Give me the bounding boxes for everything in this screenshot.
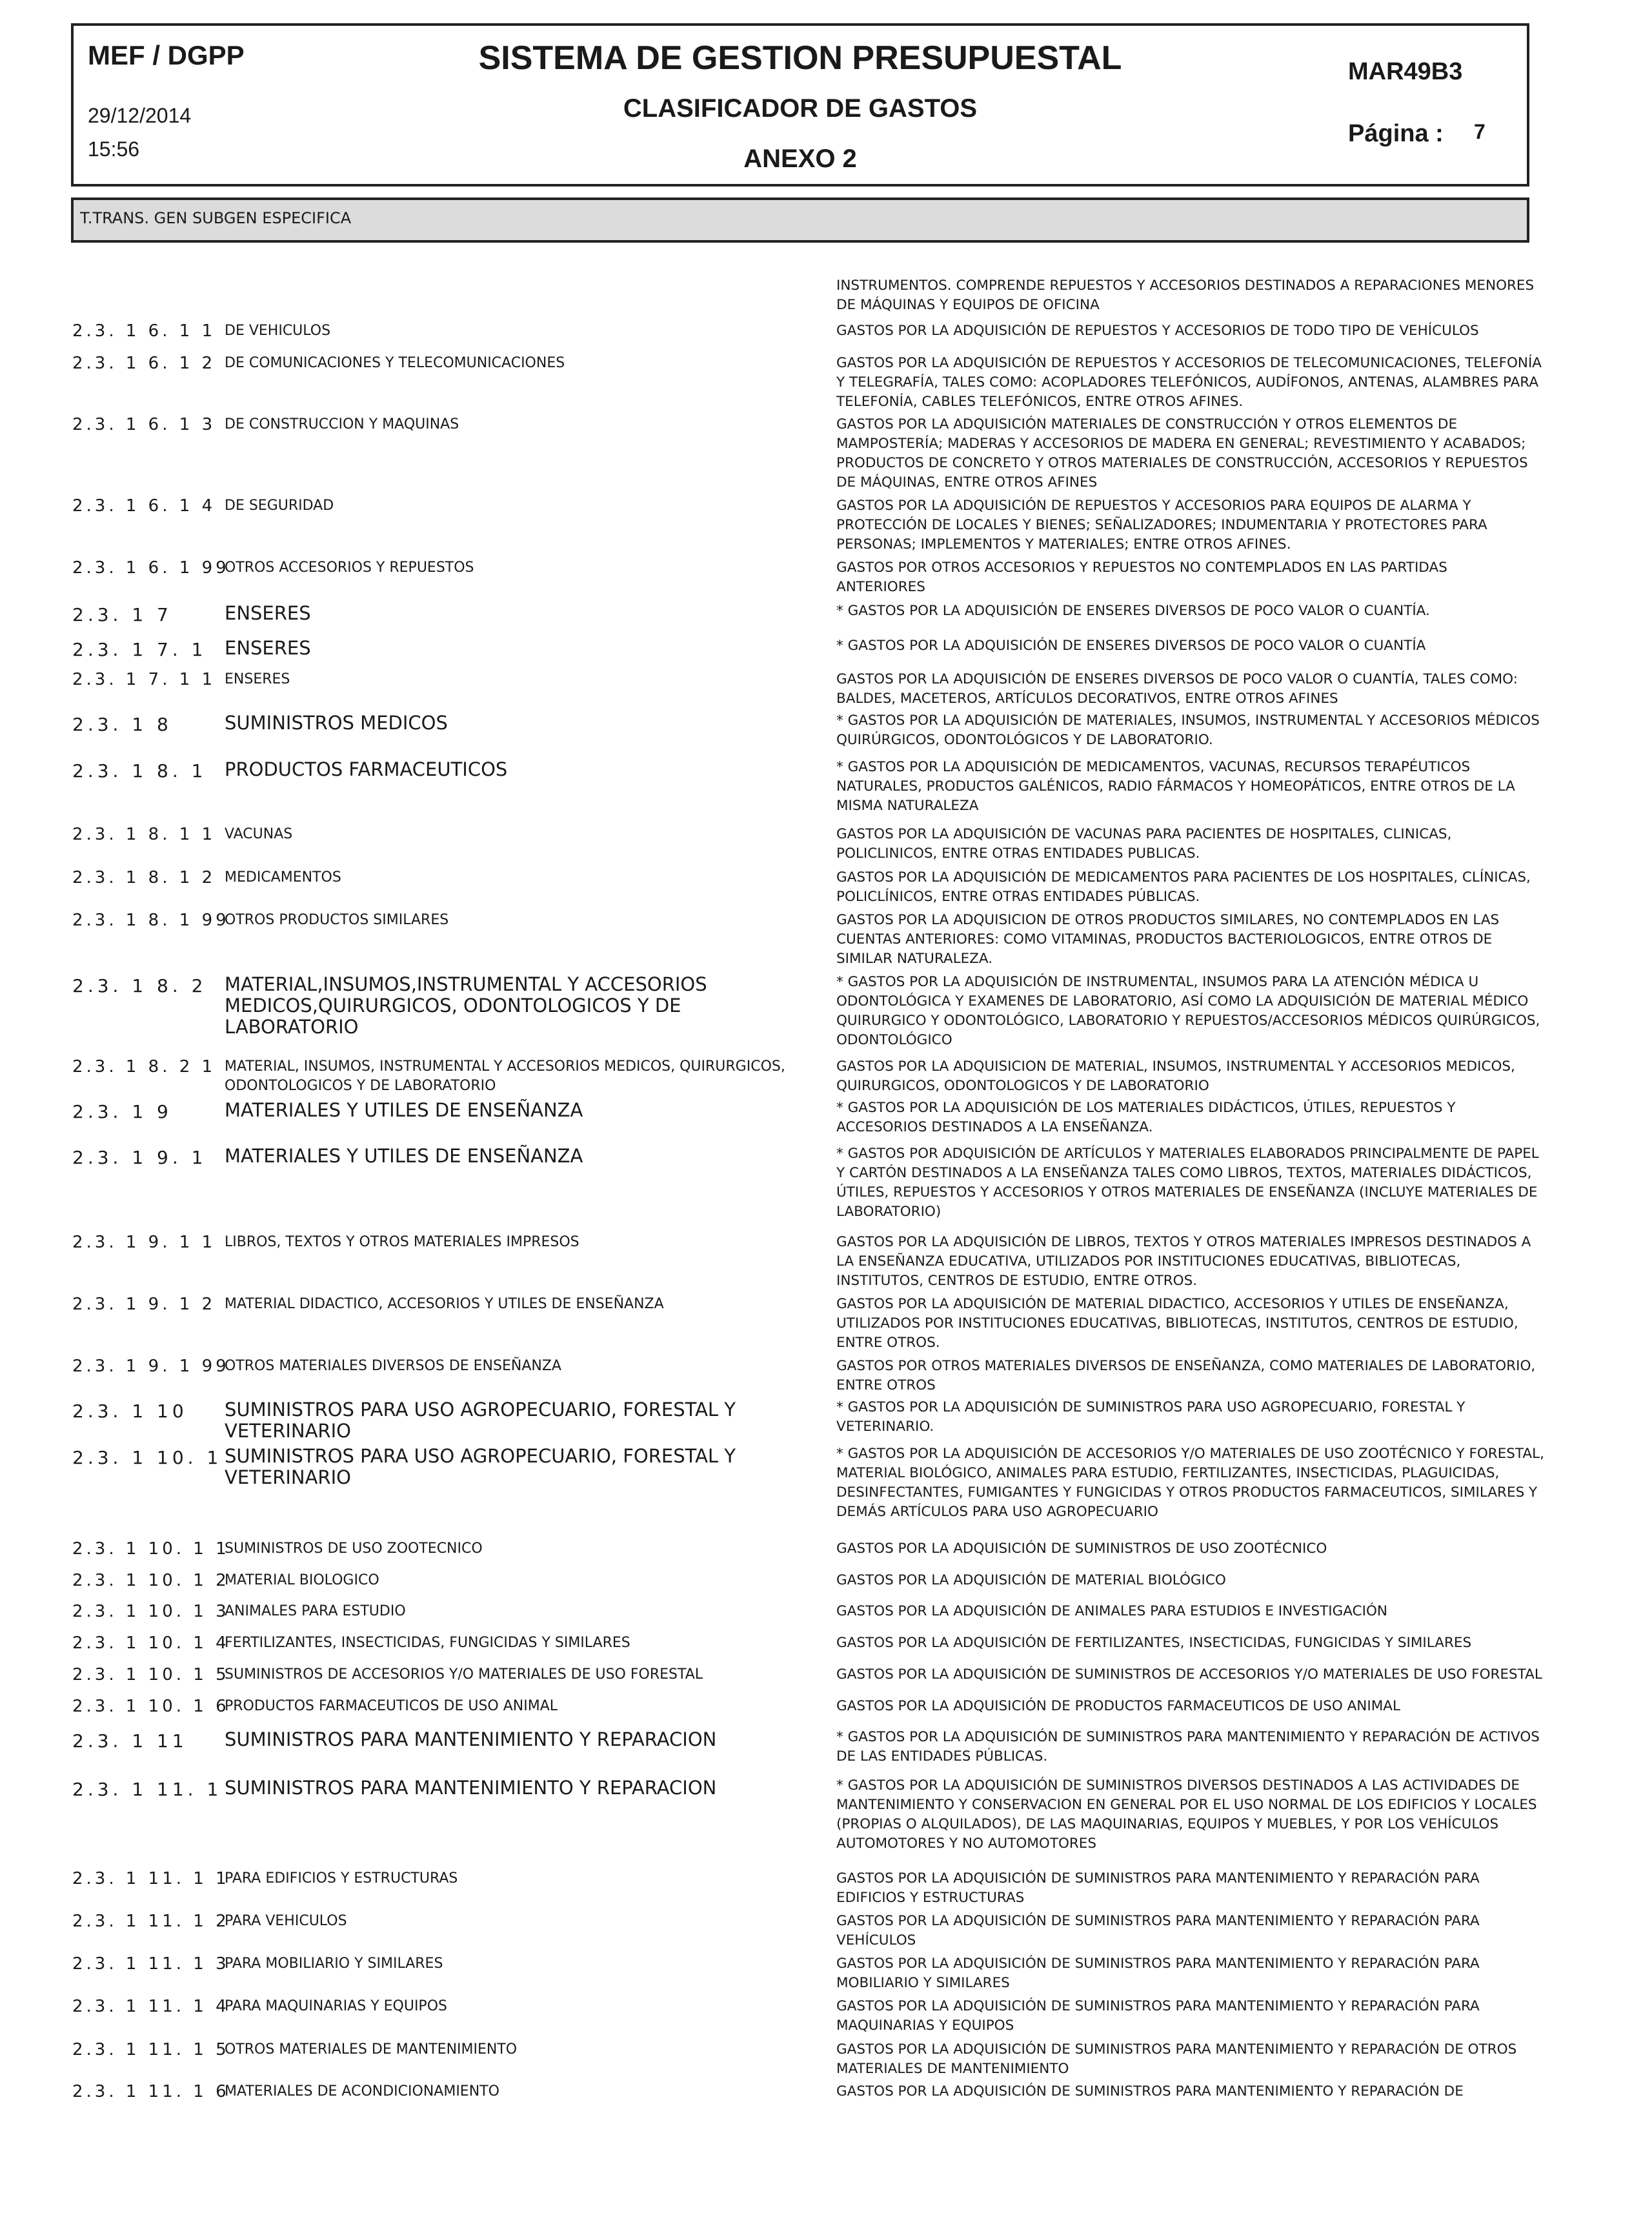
classifier-name: MATERIAL,INSUMOS,INSTRUMENTAL Y ACCESORIOS MEDICOS,QUIRURGICOS, ODONTOLOGICOS Y DE LABORATORIO: [225, 973, 707, 1038]
classifier-description: GASTOS POR LA ADQUISICIÓN DE MEDICAMENTOS PARA PACIENTES DE LOS HOSPITALES, CLÍNICAS, POLICLÍNICOS, ENTRE OTRAS ENTIDADES PÚBLICAS.: [836, 869, 1531, 905]
classifier-description: * GASTOS POR LA ADQUISICIÓN DE MEDICAMENTOS, VACUNAS, RECURSOS TERAPÉUTICOS NATURALES, PRODUCTOS GALÉNICOS, RADIO FÁRMACOS Y HOMEOPÁTICOS, ENTRE OTROS DE LA MISMA NATURALEZA: [836, 759, 1515, 814]
classifier-name: VACUNAS: [225, 826, 293, 842]
classifier-description: GASTOS POR LA ADQUISICIÓN DE MATERIAL DIDACTICO, ACCESORIOS Y UTILES DE ENSEÑANZA, UTILIZADOS POR INSTITUCIONES EDUCATIVAS, BIBLIOTECAS, INSTITUTOS, CENTROS DE ESTUDIO, ENTRE OTROS.: [836, 1296, 1518, 1351]
classifier-description: GASTOS POR LA ADQUISICIÓN DE SUMINISTROS PARA MANTENIMIENTO Y REPARACIÓN PARA MOBILIARIO Y SIMILARES: [836, 1956, 1480, 1991]
classifier-name: MATERIAL, INSUMOS, INSTRUMENTAL Y ACCESORIOS MEDICOS, QUIRURGICOS, ODONTOLOGICOS Y DE LABORATORIO: [225, 1058, 785, 1094]
classifier-code: 2.3. 1 8. 1 2: [72, 868, 216, 887]
classifier-code: 2.3. 1 10. 1 4: [72, 1633, 230, 1653]
classifier-description: GASTOS POR LA ADQUISICIÓN DE REPUESTOS Y ACCESORIOS PARA EQUIPOS DE ALARMA Y PROTECCIÓN DE LOCALES Y BIENES; SEÑALIZADORES; INDUMENTARIA Y PROTECTORES PARA PERSONAS; IMPLEMENTOS Y MATERIALES; ENTRE OTROS AFINES.: [836, 498, 1487, 552]
classifier-name: SUMINISTROS PARA MANTENIMIENTO Y REPARACION: [225, 1728, 717, 1750]
classifier-code: 2.3. 1 10. 1: [72, 1447, 223, 1468]
classifier-description: GASTOS POR LA ADQUISICIÓN DE SUMINISTROS PARA MANTENIMIENTO Y REPARACIÓN DE: [836, 2083, 1464, 2099]
classifier-code: 2.3. 1 10. 1 5: [72, 1665, 230, 1684]
classifier-code: 2.3. 1 8. 1 1: [72, 825, 216, 844]
classifier-name: ANIMALES PARA ESTUDIO: [225, 1603, 406, 1619]
classifier-code: 2.3. 1 11. 1: [72, 1779, 223, 1800]
classifier-description: * GASTOS POR LA ADQUISICIÓN DE ENSERES DIVERSOS DE POCO VALOR O CUANTÍA.: [836, 603, 1430, 619]
classifier-name: MATERIALES DE ACONDICIONAMIENTO: [225, 2083, 499, 2099]
classifier-code: 2.3. 1 8: [72, 714, 172, 735]
classifier-name: DE VEHICULOS: [225, 323, 331, 339]
classifier-description: GASTOS POR LA ADQUISICIÓN DE FERTILIZANTES, INSECTICIDAS, FUNGICIDAS Y SIMILARES: [836, 1635, 1472, 1651]
classifier-name: PARA VEHICULOS: [225, 1913, 347, 1929]
classifier-name: FERTILIZANTES, INSECTICIDAS, FUNGICIDAS Y SIMILARES: [225, 1635, 630, 1651]
report-date: 29/12/2014: [88, 104, 192, 127]
classifier-code: 2.3. 1 6. 1 4: [72, 496, 216, 516]
classifier-description: GASTOS POR LA ADQUISICIÓN DE SUMINISTROS PARA MANTENIMIENTO Y REPARACIÓN PARA EDIFICIOS Y ESTRUCTURAS: [836, 1870, 1480, 1906]
classifier-description: GASTOS POR LA ADQUISICIÓN DE SUMINISTROS PARA MANTENIMIENTO Y REPARACIÓN PARA VEHÍCULOS: [836, 1913, 1480, 1948]
classifier-code: 2.3. 1 6. 1 3: [72, 415, 216, 434]
classifier-description: GASTOS POR LA ADQUISICION DE MATERIAL, INSUMOS, INSTRUMENTAL Y ACCESORIOS MEDICOS, QUIRURGICOS, ODONTOLOGICOS Y DE LABORATORIO: [836, 1058, 1515, 1094]
classifier-description: * GASTOS POR LA ADQUISICIÓN DE INSTRUMENTAL, INSUMOS PARA LA ATENCIÓN MÉDICA U ODONTOLÓGICA Y EXAMENES DE LABORATORIO, ASÍ COMO LA ADQUISICIÓN DE MATERIAL MÉDICO QUIRURGICO Y ODONTOLÓGICO, LABORATORIO Y REPUESTOS/ACCESORIOS MÉDICOS QUIRÚRGICOS, ODONTOLÓGICO: [836, 974, 1540, 1048]
classifier-name: PRODUCTOS FARMACEUTICOS: [225, 758, 508, 780]
classifier-description: * GASTOS POR LA ADQUISICIÓN DE SUMINISTROS PARA USO AGROPECUARIO, FORESTAL Y VETERINARIO.: [836, 1399, 1466, 1435]
classifier-description: GASTOS POR LA ADQUISICIÓN DE REPUESTOS Y ACCESORIOS DE TODO TIPO DE VEHÍCULOS: [836, 323, 1479, 339]
classifier-name: PRODUCTOS FARMACEUTICOS DE USO ANIMAL: [225, 1698, 558, 1714]
classifier-code: 2.3. 1 6. 1 1: [72, 321, 216, 341]
classifier-description: * GASTOS POR LA ADQUISICIÓN DE MATERIALES, INSUMOS, INSTRUMENTAL Y ACCESORIOS MÉDICOS QUIRÚRGICOS, ODONTOLÓGICOS Y DE LABORATORIO.: [836, 713, 1540, 748]
classifier-name: DE SEGURIDAD: [225, 498, 334, 514]
annex-label: ANEXO 2: [743, 145, 857, 173]
classifier-code: 2.3. 1 10. 1 1: [72, 1539, 230, 1559]
classifier-name: MATERIAL DIDACTICO, ACCESORIOS Y UTILES DE ENSEÑANZA: [225, 1296, 664, 1312]
classifier-description: GASTOS POR LA ADQUISICIÓN DE PRODUCTOS FARMACEUTICOS DE USO ANIMAL: [836, 1698, 1400, 1714]
page-number: 7: [1474, 120, 1486, 143]
report-time: 15:56: [88, 137, 140, 161]
classifier-description: * GASTOS POR LA ADQUISICIÓN DE LOS MATERIALES DIDÁCTICOS, ÚTILES, REPUESTOS Y ACCESORIOS DESTINADOS A LA ENSEÑANZA.: [836, 1100, 1456, 1135]
organization-label: MEF / DGPP: [88, 40, 245, 70]
column-header-text: T.TRANS. GEN SUBGEN ESPECIFICA: [80, 209, 352, 227]
classifier-name: SUMINISTROS PARA USO AGROPECUARIO, FORESTAL Y VETERINARIO: [225, 1399, 736, 1442]
classifier-description: GASTOS POR LA ADQUISICIÓN DE SUMINISTROS DE USO ZOOTÉCNICO: [836, 1541, 1327, 1557]
classifier-description: GASTOS POR LA ADQUISICIÓN MATERIALES DE CONSTRUCCIÓN Y OTROS ELEMENTOS DE MAMPOSTERÍA; MADERAS Y ACCESORIOS DE MADERA EN GENERAL; REVESTIMIENTO Y ACABADOS; PRODUCTOS DE CONCRETO Y OTROS MATERIALES DE CONSTRUCCIÓN, ACCESORIOS Y REPUESTOS DE MÁQUINAS, ENTRE OTROS AFINES: [836, 416, 1528, 490]
report-code: MAR49B3: [1348, 58, 1463, 85]
classifier-description: GASTOS POR LA ADQUISICIÓN DE ENSERES DIVERSOS DE POCO VALOR O CUANTÍA, TALES COMO: BALDES, MACETEROS, ARTÍCULOS DECORATIVOS, ENTRE OTROS AFINES: [836, 671, 1518, 707]
classifier-name: MATERIALES Y UTILES DE ENSEÑANZA: [225, 1099, 583, 1121]
classifier-code: 2.3. 1 9. 1 1: [72, 1233, 216, 1252]
classifier-code: 2.3. 1 8. 2 1: [72, 1057, 216, 1077]
classifier-description: * GASTOS POR ADQUISICIÓN DE ARTÍCULOS Y MATERIALES ELABORADOS PRINCIPALMENTE DE PAPEL Y CARTÓN DESTINADOS A LA ENSEÑANZA TALES COMO LIBROS, TEXTOS, MATERIALES DIDÁCTICOS, ÚTILES, REPUESTOS Y ACCESORIOS Y OTROS MATERIALES DE ENSEÑANZA (INCLUYE MATERIALES DE LABORATORIO): [836, 1146, 1539, 1220]
classifier-description: GASTOS POR LA ADQUISICIÓN DE LIBROS, TEXTOS Y OTROS MATERIALES IMPRESOS DESTINADOS A LA ENSEÑANZA EDUCATIVA, UTILIZADOS POR INSTITUCIONES EDUCATIVAS, BIBLIOTECAS, INSTITUTOS, CENTROS DE ESTUDIO, ENTRE OTROS.: [836, 1234, 1531, 1289]
classifier-code: 2.3. 1 11. 1 4: [72, 1997, 230, 2016]
classifier-description: GASTOS POR OTROS ACCESORIOS Y REPUESTOS NO CONTEMPLADOS EN LAS PARTIDAS ANTERIORES: [836, 560, 1447, 595]
classifier-name: OTROS PRODUCTOS SIMILARES: [225, 912, 449, 928]
classifier-name: OTROS ACCESORIOS Y REPUESTOS: [225, 560, 474, 576]
classifier-code: 2.3. 1 6. 1 99: [72, 558, 230, 578]
classifier-description: GASTOS POR LA ADQUISICIÓN DE ANIMALES PARA ESTUDIOS E INVESTIGACIÓN: [836, 1603, 1387, 1619]
classifier-name: ENSERES: [225, 671, 290, 687]
classifier-name: MATERIALES Y UTILES DE ENSEÑANZA: [225, 1145, 583, 1167]
classifier-name: LIBROS, TEXTOS Y OTROS MATERIALES IMPRESOS: [225, 1234, 579, 1250]
classifier-name: PARA EDIFICIOS Y ESTRUCTURAS: [225, 1870, 458, 1886]
classifier-code: 2.3. 1 7: [72, 604, 172, 625]
classifier-description: GASTOS POR LA ADQUISICION DE OTROS PRODUCTOS SIMILARES, NO CONTEMPLADOS EN LAS CUENTAS ANTERIORES: COMO VITAMINAS, PRODUCTOS BACTERIOLOGICOS, ENTRE OTROS DE SIMILAR NATURALEZA.: [836, 912, 1500, 967]
classifier-code: 2.3. 1 11. 1 6: [72, 2082, 230, 2101]
classifier-code: 2.3. 1 11. 1 5: [72, 2040, 230, 2059]
classifier-description: GASTOS POR LA ADQUISICIÓN DE REPUESTOS Y ACCESORIOS DE TELECOMUNICACIONES, TELEFONÍA Y TELEGRAFÍA, TALES COMO: ACOPLADORES TELEFÓNICOS, AUDÍFONOS, ANTENAS, ALAMBRES PARA TELEFONÍA, CABLES TELEFÓNICOS, ENTRE OTROS AFINES.: [836, 355, 1542, 410]
classifier-code: 2.3. 1 7. 1: [72, 639, 207, 660]
classifier-name: MEDICAMENTOS: [225, 869, 341, 885]
classifier-code: 2.3. 1 10. 1 3: [72, 1602, 230, 1621]
classifier-code: 2.3. 1 9. 1 2: [72, 1295, 216, 1314]
classifier-description: GASTOS POR LA ADQUISICIÓN DE SUMINISTROS PARA MANTENIMIENTO Y REPARACIÓN PARA MAQUINARIAS Y EQUIPOS: [836, 1998, 1480, 2034]
classifier-code: 2.3. 1 10. 1 2: [72, 1571, 230, 1590]
classifier-name: DE CONSTRUCCION Y MAQUINAS: [225, 416, 459, 432]
classifier-description: GASTOS POR LA ADQUISICIÓN DE SUMINISTROS PARA MANTENIMIENTO Y REPARACIÓN DE OTROS MATERIALES DE MANTENIMIENTO: [836, 2041, 1517, 2077]
classifier-code: 2.3. 1 9: [72, 1101, 172, 1122]
classifier-name: SUMINISTROS DE USO ZOOTECNICO: [225, 1541, 483, 1557]
classifier-description: GASTOS POR LA ADQUISICIÓN DE MATERIAL BIOLÓGICO: [836, 1572, 1226, 1588]
classifier-name: PARA MAQUINARIAS Y EQUIPOS: [225, 1998, 447, 2014]
classifier-code: 2.3. 1 10. 1 6: [72, 1697, 230, 1716]
classifier-name: ENSERES: [225, 637, 311, 659]
classifier-name: SUMINISTROS PARA MANTENIMIENTO Y REPARACION: [225, 1777, 717, 1799]
classifier-description: GASTOS POR OTROS MATERIALES DIVERSOS DE ENSEÑANZA, COMO MATERIALES DE LABORATORIO, ENTRE OTROS: [836, 1358, 1536, 1393]
classifier-name: SUMINISTROS MEDICOS: [225, 712, 448, 734]
classifier-code: 2.3. 1 9. 1: [72, 1147, 207, 1168]
classifier-code: 2.3. 1 8. 2: [72, 975, 207, 996]
classifier-name: SUMINISTROS DE ACCESORIOS Y/O MATERIALES DE USO FORESTAL: [225, 1666, 703, 1683]
classifier-description: INSTRUMENTOS. COMPRENDE REPUESTOS Y ACCESORIOS DESTINADOS A REPARACIONES MENORES DE MÁQUINAS Y EQUIPOS DE OFICINA: [836, 278, 1535, 313]
report-subtitle: CLASIFICADOR DE GASTOS: [623, 94, 978, 123]
classifier-name: MATERIAL BIOLOGICO: [225, 1572, 379, 1588]
classifier-code: 2.3. 1 11. 1 2: [72, 1912, 230, 1931]
classifier-code: 2.3. 1 11. 1 1: [72, 1869, 230, 1888]
classifier-name: DE COMUNICACIONES Y TELECOMUNICACIONES: [225, 355, 565, 371]
classifier-name: ENSERES: [225, 602, 311, 624]
classifier-code: 2.3. 1 9. 1 99: [72, 1357, 230, 1376]
classifier-description: GASTOS POR LA ADQUISICIÓN DE SUMINISTROS DE ACCESORIOS Y/O MATERIALES DE USO FORESTAL: [836, 1666, 1542, 1683]
classifier-code: 2.3. 1 8. 1 99: [72, 911, 230, 930]
classifier-code: 2.3. 1 10: [72, 1401, 188, 1422]
classifier-description: * GASTOS POR LA ADQUISICIÓN DE ENSERES DIVERSOS DE POCO VALOR O CUANTÍA: [836, 638, 1426, 654]
classifier-description: * GASTOS POR LA ADQUISICIÓN DE SUMINISTROS DIVERSOS DESTINADOS A LAS ACTIVIDADES DE MANTENIMIENTO Y CONSERVACION EN GENERAL POR EL USO NORMAL DE LOS EDIFICIOS Y LOCALES (PROPIAS O ALQUILADOS), DE LAS MAQUINARIAS, EQUIPOS Y MUEBLES, Y POR LOS VEHÍCULOS AUTOMOTORES Y NO AUTOMOTORES: [836, 1777, 1537, 1852]
classifier-description: * GASTOS POR LA ADQUISICIÓN DE ACCESORIOS Y/O MATERIALES DE USO ZOOTÉCNICO Y FORESTAL, MATERIAL BIOLÓGICO, ANIMALES PARA ESTUDIO, FERTILIZANTES, INSECTICIDAS, PLAGUICIDAS, DESINFECTANTES, FUMIGANTES Y FUNGICIDAS Y OTROS PRODUCTOS FARMACEUTICOS, SIMILARES Y DEMÁS ARTÍCULOS PARA USO AGROPECUARIO: [836, 1446, 1544, 1520]
page-label: Página :: [1348, 120, 1444, 147]
classifier-code: 2.3. 1 6. 1 2: [72, 354, 216, 373]
classifier-name: SUMINISTROS PARA USO AGROPECUARIO, FORESTAL Y VETERINARIO: [225, 1445, 736, 1488]
classifier-name: OTROS MATERIALES DE MANTENIMIENTO: [225, 2041, 518, 2058]
classifier-description: * GASTOS POR LA ADQUISICIÓN DE SUMINISTROS PARA MANTENIMIENTO Y REPARACIÓN DE ACTIVOS DE LAS ENTIDADES PÚBLICAS.: [836, 1729, 1540, 1765]
report-title: SISTEMA DE GESTION PRESUPUESTAL: [478, 39, 1122, 77]
classifier-code: 2.3. 1 11: [72, 1730, 188, 1752]
classifier-code: 2.3. 1 7. 1 1: [72, 670, 216, 689]
classifier-code: 2.3. 1 8. 1: [72, 760, 207, 782]
classifier-name: OTROS MATERIALES DIVERSOS DE ENSEÑANZA: [225, 1358, 561, 1374]
classifier-code: 2.3. 1 11. 1 3: [72, 1954, 230, 1974]
classifier-name: PARA MOBILIARIO Y SIMILARES: [225, 1956, 443, 1972]
classifier-description: GASTOS POR LA ADQUISICIÓN DE VACUNAS PARA PACIENTES DE HOSPITALES, CLINICAS, POLICLINICOS, ENTRE OTRAS ENTIDADES PUBLICAS.: [836, 826, 1452, 862]
